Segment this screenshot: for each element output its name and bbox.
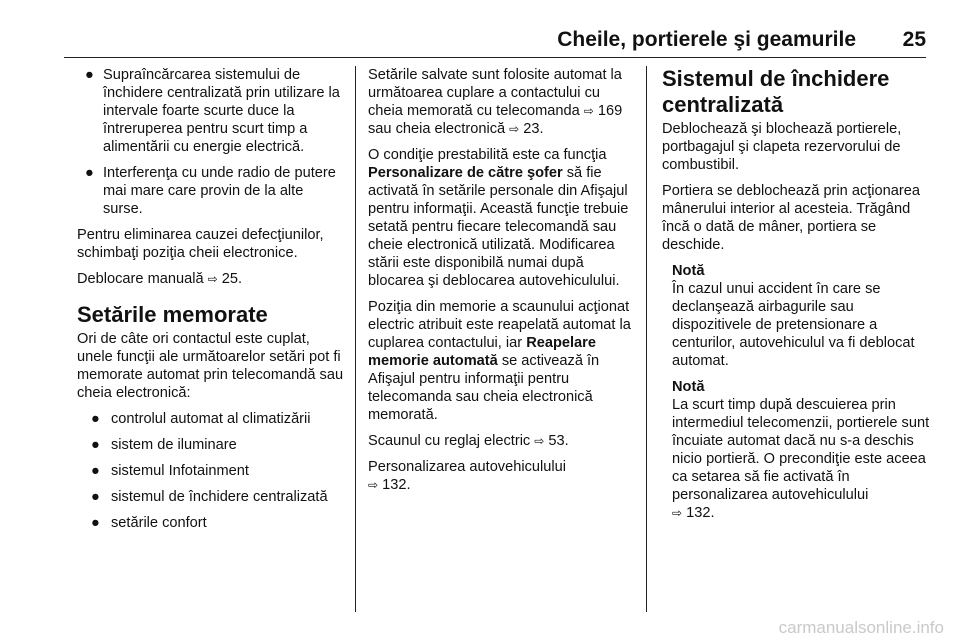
causes-list — [77, 66, 345, 218]
page-header — [64, 24, 926, 56]
paragraph: Deblochează şi blochează portierele, portbagajul şi clapeta rezervorului de combustibil. — [662, 121, 902, 173]
page-ref-icon: ⇨ — [207, 272, 218, 286]
bullet-icon: ● — [91, 463, 100, 479]
list-item: ● Interferenţa cu unde radio de putere mai mare care provin de la alte surse. — [85, 165, 336, 217]
column-3 — [662, 66, 930, 530]
bullet-icon: ● — [91, 515, 100, 531]
manual-unlock-ref: Deblocare manuală ⇨ 25. — [77, 271, 243, 287]
page-ref-icon: ⇨ — [672, 506, 683, 520]
note-title: Notă — [672, 263, 705, 279]
page-ref-icon: ⇨ — [509, 122, 520, 136]
paragraph: Pentru eliminarea cauzei defecţiunilor, schimbaţi poziţia cheii electronice. — [77, 227, 324, 261]
paragraph: Ori de câte ori contactul este cuplat, unele funcţii ale următoarelor setări pot fi memorate automat prin telecomandă sau cheia electronică: — [77, 331, 344, 401]
paragraph: Portiera se deblochează prin acţionarea mânerului interior al acesteia. Trăgând încă o dată de mâner, portiera se deschide. — [662, 183, 920, 253]
note-text: La scurt timp după descuierea prin intermediul telecomenzii, portierele sunt încuiate automat dacă nu s-a deschis nicio portieră. O precondiţie este aceea ca setarea să fie activată în personalizarea autovehiculului ⇨ 132. — [672, 397, 930, 521]
bullet-icon: ● — [91, 489, 100, 505]
chapter-title: Cheile, portierele şi geamurile — [557, 28, 856, 51]
list-item: ● Supraîncărcarea sistemului de închidere centralizată prin utilizare la intervale foarte scurte duce la întreruperea pentru scurt timp a alimentării cu energie electrică. — [85, 67, 340, 155]
column-divider-1 — [355, 66, 356, 612]
header-rule — [64, 57, 926, 58]
page-ref-icon: ⇨ — [368, 478, 379, 492]
settings-list — [77, 410, 345, 532]
column-divider-2 — [646, 66, 647, 612]
page-ref-icon: ⇨ — [583, 104, 594, 118]
section-heading: Sistemul de închidere centralizată — [662, 66, 890, 117]
page-link[interactable]: 23. — [523, 121, 544, 137]
paragraph: Setările salvate sunt folosite automat la următoarea cuplare a contactului cu cheia memorată cu telecomanda ⇨ 169 sau cheia electronică ⇨ 23. — [368, 67, 623, 137]
note-block — [662, 378, 930, 522]
list-item: ● sistemul Infotainment — [91, 463, 249, 479]
page-link[interactable]: 132. — [382, 477, 411, 493]
column-1 — [77, 66, 345, 540]
bullet-icon: ● — [91, 437, 100, 453]
paragraph: O condiţie prestabilită este ca funcţia Personalizare de către şofer să fie activată în setările personale din Afişajul pentru informaţii. Această funcţie trebuie setată pentru fiecare telecomandă sau cheie electronică utilizată. Modificarea stării este disponibilă numai după blocarea şi deblocarea autovehiculului. — [368, 147, 629, 289]
page-ref-icon: ⇨ — [534, 434, 545, 448]
page-number: 25 — [902, 28, 926, 51]
note-text: În cazul unui accident în care se declanşează airbagurile sau dispozitivele de pretensionare a centurilor, autovehiculul va fi deblocat automat. — [672, 281, 915, 369]
bullet-icon: ● — [91, 411, 100, 427]
paragraph: Poziţia din memorie a scaunului acţionat electric atribuit este reapelată automat la cuplarea contactului, iar Reapelare memorie automată se activează în Afişajul pentru informaţii pentru telecomanda sau cheia electronică memorată. — [368, 299, 631, 423]
page-link[interactable]: 132. — [686, 505, 715, 521]
menu-name: Reapelare memorie automată — [368, 335, 596, 369]
list-item: ● sistem de iluminare — [91, 437, 237, 453]
page-link[interactable]: 25. — [221, 271, 243, 287]
note-block — [662, 262, 930, 370]
note-title: Notă — [672, 379, 705, 395]
watermark: carmanualsonline.info — [778, 618, 944, 637]
column-2 — [368, 66, 636, 502]
list-item: ● controlul automat al climatizării — [91, 411, 311, 427]
list-item: ● sistemul de închidere centralizată — [91, 489, 328, 505]
bullet-icon: ● — [85, 165, 94, 181]
section-heading: Setările memorate — [77, 302, 268, 327]
list-item: ● setările confort — [91, 515, 207, 531]
personalization-ref: Personalizarea autovehiculului ⇨ 132. — [368, 459, 566, 493]
bullet-icon: ● — [85, 67, 94, 83]
seat-ref: Scaunul cu reglaj electric ⇨ 53. — [368, 433, 569, 449]
page-link[interactable]: 53. — [548, 433, 569, 449]
menu-name: Personalizare de către şofer — [368, 165, 563, 181]
